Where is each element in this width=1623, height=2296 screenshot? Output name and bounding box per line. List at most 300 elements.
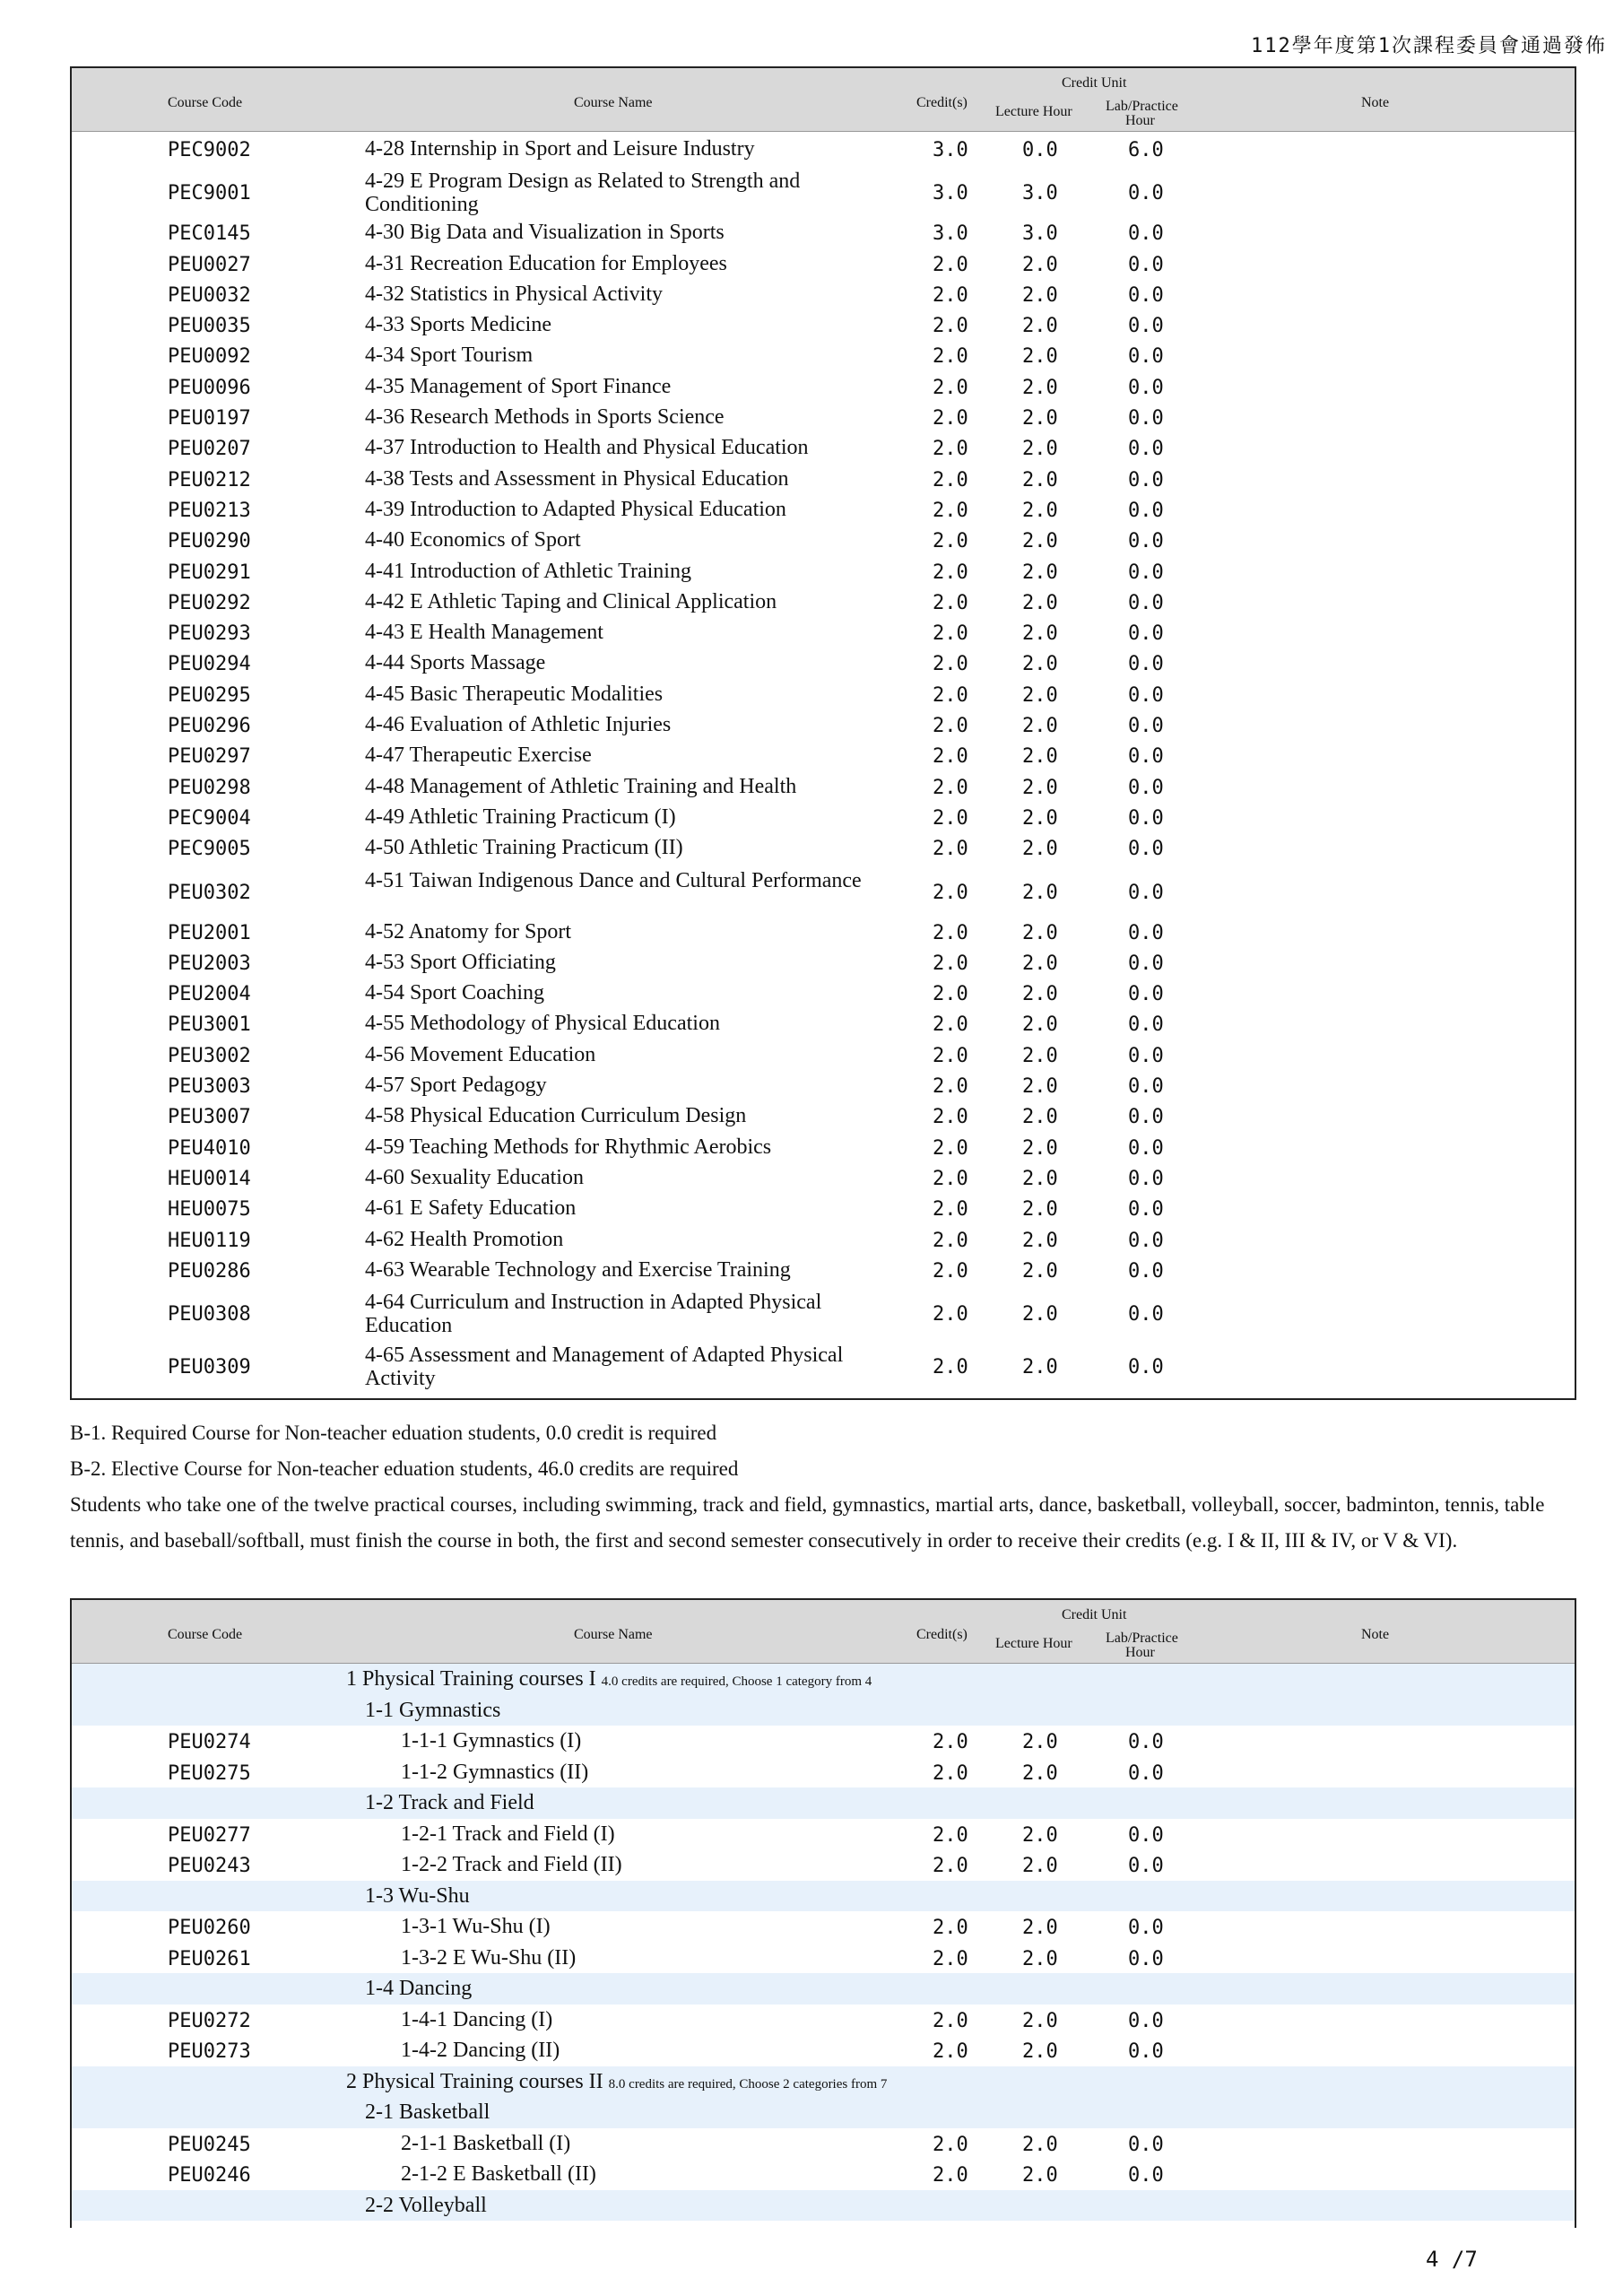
table-row (72, 342, 1575, 372)
header-course-name: Course Name (574, 1627, 653, 1642)
course-code: PEU0292 (168, 591, 251, 614)
category-row (72, 1881, 1575, 1912)
table-row (72, 1340, 1575, 1393)
course-code: HEU0119 (168, 1229, 251, 1252)
course-name: 4-58 Physical Education Curriculum Design (365, 1104, 747, 1128)
lab-hour: 0.0 (1128, 283, 1164, 307)
course-code: PEU4010 (168, 1136, 251, 1160)
credits: 2.0 (933, 1303, 968, 1326)
table-row (72, 1195, 1575, 1225)
category-name: 1-2 Track and Field (365, 1791, 534, 1814)
table-row (72, 558, 1575, 588)
course-name: 4-64 Curriculum and Instruction in Adapted Physical Education (365, 1291, 822, 1338)
header-course-name: Course Name (574, 95, 653, 110)
lab-hour: 0.0 (1128, 222, 1164, 246)
course-code: PEU0035 (168, 315, 251, 338)
lab-hour: 0.0 (1128, 1013, 1164, 1037)
lab-hour: 0.0 (1128, 182, 1164, 205)
course-name: 4-55 Methodology of Physical Education (365, 1012, 720, 1036)
credits: 2.0 (933, 1947, 968, 1970)
lecture-hour: 3.0 (1022, 222, 1058, 246)
category-row (72, 1695, 1575, 1726)
course-name: 4-47 Therapeutic Exercise (365, 744, 592, 768)
table-row (72, 219, 1575, 249)
course-code: PEU3003 (168, 1075, 251, 1099)
header-credits: Credit(s) (916, 95, 968, 110)
course-name: 4-32 Statistics in Physical Activity (365, 282, 663, 306)
header-lecture-hour: Lecture Hour (995, 1636, 1072, 1651)
course-code: PEC9005 (168, 838, 251, 861)
lecture-hour: 2.0 (1022, 776, 1058, 799)
credits: 2.0 (933, 345, 968, 369)
table-row (72, 1164, 1575, 1195)
lecture-hour: 2.0 (1022, 745, 1058, 769)
group-requirement: 4.0 credits are required, Choose 1 category from 4 (601, 1674, 872, 1689)
credits: 2.0 (933, 838, 968, 861)
course-code: PEU0197 (168, 407, 251, 430)
group-title (346, 2070, 887, 2094)
credits: 2.0 (933, 2133, 968, 2156)
credits: 2.0 (933, 253, 968, 276)
course-name: 1-2-2 Track and Field (II) (401, 1853, 622, 1876)
table-header (72, 1600, 1575, 1664)
course-code: PEU0286 (168, 1259, 251, 1283)
note-b1: B-1. Required Course for Non-teacher eduation students, 0.0 credit is required (70, 1422, 717, 1444)
credits: 2.0 (933, 438, 968, 461)
credits: 2.0 (933, 1356, 968, 1379)
lab-hour: 0.0 (1128, 2040, 1164, 2063)
category-name: 1-4 Dancing (365, 1977, 473, 2000)
group-requirement: 8.0 credits are required, Choose 2 categories from 7 (608, 2076, 888, 2092)
lab-hour: 0.0 (1128, 776, 1164, 799)
lab-hour: 0.0 (1128, 1731, 1164, 1753)
course-code: PEU0246 (168, 2164, 251, 2187)
header-lab-hour-line2: Hour (1125, 113, 1155, 128)
category-row (72, 1973, 1575, 2005)
lab-hour: 0.0 (1128, 952, 1164, 975)
lecture-hour: 2.0 (1022, 983, 1058, 1006)
lecture-hour: 2.0 (1022, 376, 1058, 399)
lecture-hour: 2.0 (1022, 499, 1058, 522)
lab-hour: 0.0 (1128, 253, 1164, 276)
course-name: 4-61 E Safety Education (365, 1196, 577, 1221)
lab-hour: 0.0 (1128, 345, 1164, 369)
credits: 3.0 (933, 182, 968, 205)
lab-hour: 0.0 (1128, 407, 1164, 430)
table-row (72, 1134, 1575, 1164)
lecture-hour: 2.0 (1022, 1761, 1058, 1785)
course-code: PEU0275 (168, 1761, 251, 1785)
course-code: PEU0308 (168, 1303, 251, 1326)
course-name: 4-37 Introduction to Health and Physical Education (365, 436, 809, 460)
group-name: 2 Physical Training courses II (346, 2069, 603, 2093)
credits: 2.0 (933, 715, 968, 738)
table-row (72, 404, 1575, 434)
course-code: HEU0075 (168, 1198, 251, 1222)
lab-hour: 0.0 (1128, 1917, 1164, 1939)
course-name: 4-28 Internship in Sport and Leisure Industry (365, 137, 755, 161)
page-header: 112學年度第1次課程委員會通過發佈 (1251, 35, 1607, 57)
course-name: 4-56 Movement Education (365, 1042, 596, 1066)
course-code: PEU0298 (168, 776, 251, 799)
lab-hour: 6.0 (1128, 139, 1164, 161)
course-code: PEC9001 (168, 182, 251, 205)
credits: 2.0 (933, 1106, 968, 1129)
course-table-elective-list (70, 66, 1576, 1400)
course-code: PEU0309 (168, 1356, 251, 1379)
course-name: 4-34 Sport Tourism (365, 344, 534, 368)
credits: 2.0 (933, 561, 968, 584)
table-row (72, 250, 1575, 281)
lab-hour: 0.0 (1128, 1106, 1164, 1129)
credits: 2.0 (933, 921, 968, 944)
table-row (72, 588, 1575, 619)
lecture-hour: 2.0 (1022, 622, 1058, 646)
table-row (72, 711, 1575, 742)
credits: 2.0 (933, 1917, 968, 1939)
lecture-hour: 2.0 (1022, 921, 1058, 944)
lecture-hour: 2.0 (1022, 806, 1058, 830)
course-code: PEU0302 (168, 881, 251, 904)
course-name: 4-35 Management of Sport Finance (365, 374, 672, 398)
table-row (72, 1819, 1575, 1850)
course-name: 4-46 Evaluation of Athletic Injuries (365, 713, 672, 737)
credits: 2.0 (933, 2164, 968, 2187)
category-name: 1-1 Gymnastics (365, 1698, 501, 1722)
credits: 2.0 (933, 1731, 968, 1753)
course-name: 4-65 Assessment and Management of Adapted Physical Activity (365, 1344, 844, 1391)
header-lab-hour: Lab/Practice (1106, 99, 1178, 114)
table-row (72, 2159, 1575, 2190)
table-row (72, 1072, 1575, 1102)
lecture-hour: 2.0 (1022, 1917, 1058, 1939)
note-b2: B-2. Elective Course for Non-teacher eduation students, 46.0 credits are required (70, 1457, 739, 1480)
course-name: 4-50 Athletic Training Practicum (II) (365, 836, 683, 860)
lecture-hour: 2.0 (1022, 1106, 1058, 1129)
table-row (72, 918, 1575, 949)
course-name: 4-52 Anatomy for Sport (365, 919, 571, 944)
credits: 2.0 (933, 1136, 968, 1160)
credits: 2.0 (933, 1013, 968, 1037)
header-note: Note (1361, 1627, 1390, 1642)
course-name: 4-45 Basic Therapeutic Modalities (365, 682, 664, 706)
category-row (72, 2097, 1575, 2128)
table-row (72, 2005, 1575, 2036)
course-name: 1-2-1 Track and Field (I) (401, 1822, 615, 1846)
lab-hour: 0.0 (1128, 1259, 1164, 1283)
course-name: 4-54 Sport Coaching (365, 981, 544, 1005)
course-name: 4-39 Introduction to Adapted Physical Education (365, 497, 786, 521)
course-code: PEU0295 (168, 683, 251, 707)
lab-hour: 0.0 (1128, 2009, 1164, 2032)
lab-hour: 0.0 (1128, 1947, 1164, 1970)
lecture-hour: 2.0 (1022, 1947, 1058, 1970)
course-name: 4-42 E Athletic Taping and Clinical Application (365, 589, 777, 613)
credits: 2.0 (933, 952, 968, 975)
lab-hour: 0.0 (1128, 838, 1164, 861)
table-row (72, 1849, 1575, 1881)
lab-hour: 0.0 (1128, 2164, 1164, 2187)
course-code: PEU0291 (168, 561, 251, 584)
course-name: 4-36 Research Methods in Sports Science (365, 405, 725, 430)
lab-hour: 0.0 (1128, 1356, 1164, 1379)
course-code: PEU0207 (168, 438, 251, 461)
table-row (72, 1041, 1575, 1072)
header-credit-unit: Credit Unit (1062, 1607, 1127, 1622)
lab-hour: 0.0 (1128, 881, 1164, 904)
lab-hour: 0.0 (1128, 653, 1164, 676)
table-row (72, 949, 1575, 979)
category-row (72, 1787, 1575, 1819)
category-name: 1-3 Wu-Shu (365, 1883, 470, 1908)
lab-hour: 0.0 (1128, 1855, 1164, 1877)
lab-hour: 0.0 (1128, 921, 1164, 944)
credits: 2.0 (933, 1855, 968, 1877)
lecture-hour: 2.0 (1022, 838, 1058, 861)
credits: 2.0 (933, 653, 968, 676)
course-code: PEU0297 (168, 745, 251, 769)
course-code: PEU0290 (168, 530, 251, 553)
course-name: 1-3-1 Wu-Shu (I) (401, 1915, 551, 1938)
course-code: PEC0145 (168, 222, 251, 246)
lecture-hour: 2.0 (1022, 1167, 1058, 1190)
page-number: 4 /7 (1426, 2247, 1478, 2272)
credits: 3.0 (933, 139, 968, 161)
lab-hour: 0.0 (1128, 499, 1164, 522)
lecture-hour: 2.0 (1022, 1044, 1058, 1067)
course-name: 4-31 Recreation Education for Employees (365, 251, 727, 275)
course-code: PEU0277 (168, 1823, 251, 1847)
lecture-hour: 2.0 (1022, 2133, 1058, 2156)
lecture-hour: 3.0 (1022, 182, 1058, 205)
lecture-hour: 2.0 (1022, 1823, 1058, 1847)
table-row (72, 865, 1575, 918)
group-title (346, 1667, 872, 1692)
course-name: 1-4-1 Dancing (I) (401, 2007, 553, 2031)
lecture-hour: 2.0 (1022, 1303, 1058, 1326)
course-code: PEU0293 (168, 622, 251, 646)
lab-hour: 0.0 (1128, 683, 1164, 707)
lab-hour: 0.0 (1128, 1303, 1164, 1326)
header-course-code: Course Code (168, 1627, 243, 1642)
credits: 2.0 (933, 1229, 968, 1252)
lecture-hour: 2.0 (1022, 561, 1058, 584)
course-name: 4-49 Athletic Training Practicum (I) (365, 804, 676, 829)
course-code: PEU0273 (168, 2040, 251, 2063)
course-name: 2-1-1 Basketball (I) (401, 2131, 571, 2155)
lab-hour: 0.0 (1128, 983, 1164, 1006)
credits: 2.0 (933, 591, 968, 614)
table-header (72, 68, 1575, 132)
table-row (72, 166, 1575, 219)
course-code: PEU0260 (168, 1917, 251, 1939)
header-lecture-hour: Lecture Hour (995, 104, 1072, 119)
lecture-hour: 2.0 (1022, 2009, 1058, 2032)
credits: 2.0 (933, 745, 968, 769)
credits: 2.0 (933, 315, 968, 338)
credits: 2.0 (933, 881, 968, 904)
header-credits: Credit(s) (916, 1627, 968, 1642)
course-code: PEC9002 (168, 139, 251, 161)
lecture-hour: 2.0 (1022, 1731, 1058, 1753)
course-code: PEU0092 (168, 345, 251, 369)
course-code: PEU0272 (168, 2009, 251, 2032)
credits: 2.0 (933, 2040, 968, 2063)
lecture-hour: 2.0 (1022, 2040, 1058, 2063)
lecture-hour: 2.0 (1022, 1136, 1058, 1160)
course-code: PEU0032 (168, 283, 251, 307)
credits: 2.0 (933, 1044, 968, 1067)
credits: 3.0 (933, 222, 968, 246)
lab-hour: 0.0 (1128, 468, 1164, 491)
course-code: PEU3002 (168, 1044, 251, 1067)
lab-hour: 0.0 (1128, 591, 1164, 614)
table-row (72, 281, 1575, 311)
course-name: 1-4-2 Dancing (II) (401, 2039, 560, 2062)
credits: 2.0 (933, 530, 968, 553)
credits: 2.0 (933, 1198, 968, 1222)
category-group-row (72, 1664, 1575, 1695)
table-row (72, 804, 1575, 834)
lab-hour: 0.0 (1128, 745, 1164, 769)
course-name: 1-1-1 Gymnastics (I) (401, 1729, 582, 1752)
credits: 2.0 (933, 622, 968, 646)
course-name: 4-29 E Program Design as Related to Strength and Conditioning (365, 170, 801, 217)
course-name: 4-57 Sport Pedagogy (365, 1074, 547, 1098)
lab-hour: 0.0 (1128, 1229, 1164, 1252)
header-note: Note (1361, 95, 1390, 110)
course-code: PEU0243 (168, 1855, 251, 1877)
category-group-row (72, 2066, 1575, 2098)
table-row (72, 1102, 1575, 1133)
lab-hour: 0.0 (1128, 376, 1164, 399)
lab-hour: 0.0 (1128, 806, 1164, 830)
lab-hour: 0.0 (1128, 1167, 1164, 1190)
lecture-hour: 2.0 (1022, 438, 1058, 461)
course-name: 4-33 Sports Medicine (365, 313, 551, 337)
credits: 2.0 (933, 283, 968, 307)
course-code: PEU0213 (168, 499, 251, 522)
lecture-hour: 2.0 (1022, 1198, 1058, 1222)
lecture-hour: 2.0 (1022, 1356, 1058, 1379)
course-code: PEU0261 (168, 1947, 251, 1970)
course-name: 4-44 Sports Massage (365, 651, 546, 675)
course-code: HEU0014 (168, 1167, 251, 1190)
lecture-hour: 2.0 (1022, 952, 1058, 975)
credits: 2.0 (933, 1823, 968, 1847)
course-code: PEU2001 (168, 921, 251, 944)
lab-hour: 0.0 (1128, 2133, 1164, 2156)
header-credit-unit: Credit Unit (1062, 75, 1127, 91)
table-row (72, 1010, 1575, 1040)
lecture-hour: 2.0 (1022, 283, 1058, 307)
lab-hour: 0.0 (1128, 315, 1164, 338)
credits: 2.0 (933, 983, 968, 1006)
lab-hour: 0.0 (1128, 715, 1164, 738)
header-lab-hour: Lab/Practice (1106, 1631, 1178, 1646)
course-code: PEU0296 (168, 715, 251, 738)
table-row (72, 1257, 1575, 1287)
lab-hour: 0.0 (1128, 1075, 1164, 1099)
credits: 2.0 (933, 776, 968, 799)
table-row (72, 1911, 1575, 1943)
lecture-hour: 2.0 (1022, 253, 1058, 276)
course-name: 4-53 Sport Officiating (365, 950, 556, 974)
table-row (72, 311, 1575, 342)
credits: 2.0 (933, 683, 968, 707)
lab-hour: 0.0 (1128, 1136, 1164, 1160)
table-row (72, 135, 1575, 166)
lecture-hour: 2.0 (1022, 881, 1058, 904)
credits: 2.0 (933, 1761, 968, 1785)
table-row (72, 496, 1575, 526)
course-name: 4-38 Tests and Assessment in Physical Education (365, 466, 789, 491)
lecture-hour: 0.0 (1022, 139, 1058, 161)
lecture-hour: 2.0 (1022, 591, 1058, 614)
lab-hour: 0.0 (1128, 1761, 1164, 1785)
lab-hour: 0.0 (1128, 438, 1164, 461)
credits: 2.0 (933, 468, 968, 491)
lecture-hour: 2.0 (1022, 315, 1058, 338)
table-row (72, 2035, 1575, 2066)
credits: 2.0 (933, 407, 968, 430)
category-name: 2-1 Basketball (365, 2100, 490, 2124)
table-row (72, 373, 1575, 404)
course-name: 1-1-2 Gymnastics (II) (401, 1760, 589, 1784)
category-name: 2-2 Volleyball (365, 2193, 487, 2217)
table-row (72, 1726, 1575, 1757)
course-table-physical-training (70, 1598, 1576, 2228)
course-name: 4-63 Wearable Technology and Exercise Training (365, 1257, 791, 1282)
lecture-hour: 2.0 (1022, 715, 1058, 738)
lab-hour: 0.0 (1128, 1044, 1164, 1067)
lab-hour: 0.0 (1128, 561, 1164, 584)
table-row (72, 465, 1575, 496)
lecture-hour: 2.0 (1022, 1013, 1058, 1037)
lecture-hour: 2.0 (1022, 653, 1058, 676)
course-code: PEU3001 (168, 1013, 251, 1037)
course-name: 4-41 Introduction of Athletic Training (365, 559, 691, 583)
table-row (72, 681, 1575, 711)
course-name: 4-48 Management of Athletic Training and Health (365, 774, 797, 798)
course-code: PEU2004 (168, 983, 251, 1006)
course-code: PEU0274 (168, 1731, 251, 1753)
header-course-code: Course Code (168, 95, 243, 110)
table-row (72, 773, 1575, 804)
lecture-hour: 2.0 (1022, 530, 1058, 553)
table-row (72, 979, 1575, 1010)
lab-hour: 0.0 (1128, 1823, 1164, 1847)
credits: 2.0 (933, 376, 968, 399)
course-name: 4-59 Teaching Methods for Rhythmic Aerobics (365, 1135, 772, 1159)
lecture-hour: 2.0 (1022, 468, 1058, 491)
table-row (72, 1226, 1575, 1257)
credits: 2.0 (933, 1259, 968, 1283)
table-row (72, 2128, 1575, 2160)
table-row (72, 1757, 1575, 1788)
table-row (72, 1287, 1575, 1340)
lecture-hour: 2.0 (1022, 1259, 1058, 1283)
header-lab-hour-line2: Hour (1125, 1645, 1155, 1660)
table-row (72, 834, 1575, 865)
lecture-hour: 2.0 (1022, 1855, 1058, 1877)
course-name: 1-3-2 E Wu-Shu (II) (401, 1945, 577, 1970)
course-name: 4-51 Taiwan Indigenous Dance and Cultural Performance (365, 868, 862, 892)
lecture-hour: 2.0 (1022, 1075, 1058, 1099)
course-code: PEU0294 (168, 653, 251, 676)
table-row (72, 1943, 1575, 1974)
table-row (72, 526, 1575, 557)
